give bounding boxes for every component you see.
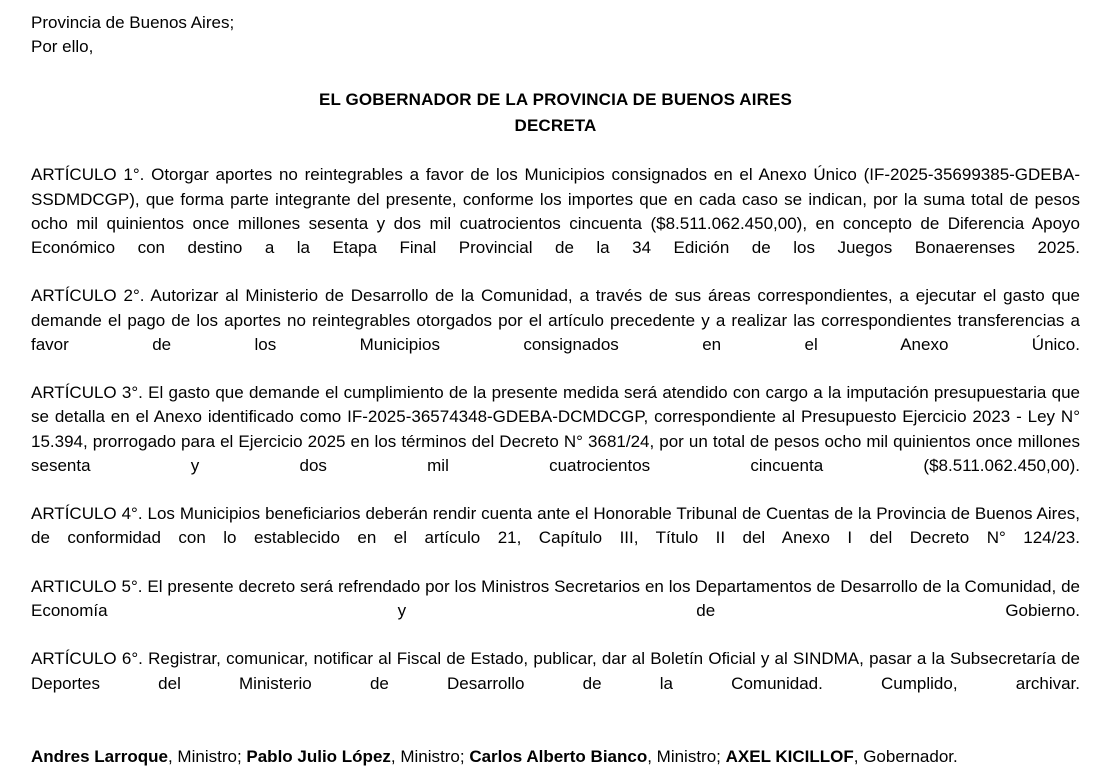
preamble-line-provincia: Provincia de Buenos Aires; [31,13,235,32]
signatory-3 [469,747,725,766]
signatory-2-title: , Ministro; [390,747,470,767]
article-1: ARTÍCULO 1°. Otorgar aportes no reintegrables a favor de los Municipios consignados en el Anexo Único (IF-2025-35699385-GDEBA-SSDMDCGP), que forma parte integrante del presente, conforme los importes que en cada caso se indican, por la suma total de pesos ocho mil quinientos once millones sesenta y dos mil cuatrocientos cincuenta ($8.511.062.450,00), en concepto de Diferencia Apoyo Económico con destino a la Etapa Final Provincial de la 34 Edición de los Juegos Bonaerenses 2025. [31,165,1080,258]
signature-line [31,745,1080,769]
signatory-1-title: , Ministro; [167,747,247,767]
signatory-2-name: Pablo Julio López [246,747,391,767]
heading-decreta: DECRETA [514,116,597,136]
signatory-2 [246,747,469,766]
signatory-3-name: Carlos Alberto Bianco [469,747,648,767]
articles-body [31,163,1080,720]
signatory-1 [31,747,246,766]
signatory-4-name: AXEL KICILLOF [725,747,854,767]
decree-heading [31,87,1080,139]
article-6: ARTÍCULO 6°. Registrar, comunicar, notificar al Fiscal de Estado, publicar, dar al Boletín Oficial y al SINDMA, pasar a la Subsecretaría de Deportes del Ministerio de Desarrollo de la Comunidad. Cumplido, archivar. [31,649,1080,693]
article-2: ARTÍCULO 2°. Autorizar al Ministerio de Desarrollo de la Comunidad, a través de sus áreas correspondientes, a ejecutar el gasto que demande el pago de los aportes no reintegrables otorgados por el artículo precedente y a realizar las correspondientes transferencias a favor de los Municipios consignados en el Anexo Único. [31,286,1080,354]
heading-gobernador: EL GOBERNADOR DE LA PROVINCIA DE BUENOS AIRES [318,90,793,110]
article-3: ARTÍCULO 3°. El gasto que demande el cumplimiento de la presente medida será atendido con cargo a la imputación presupuestaria que se detalla en el Anexo identificado como IF-2025-36574348-GDEBA-DCMDCGP, correspondiente al Presupuesto Ejercicio 2023 - Ley N° 15.394, prorrogado para el Ejercicio 2025 en los términos del Decreto N° 3681/24, por un total de pesos ocho mil quinientos once millones sesenta y dos mil cuatrocientos cincuenta ($8.511.062.450,00). [31,383,1080,475]
signatory-1-name: Andres Larroque [31,747,168,767]
article-4: ARTÍCULO 4°. Los Municipios beneficiarios deberán rendir cuenta ante el Honorable Tribunal de Cuentas de la Provincia de Buenos Aires, de conformidad con lo establecido en el artículo 21, Capítulo III, Título II del Anexo I del Decreto N° 124/23. [31,504,1080,548]
signatory-4-title: , Gobernador. [853,747,958,767]
preamble-block [31,11,1080,59]
signatory-4 [726,747,958,766]
signatory-3-title: , Ministro; [647,747,726,767]
preamble-line-por-ello: Por ello, [31,37,94,57]
article-5: ARTICULO 5°. El presente decreto será refrendado por los Ministros Secretarios en los Departamentos de Desarrollo de la Comunidad, de Economía y de Gobierno. [31,576,1080,621]
